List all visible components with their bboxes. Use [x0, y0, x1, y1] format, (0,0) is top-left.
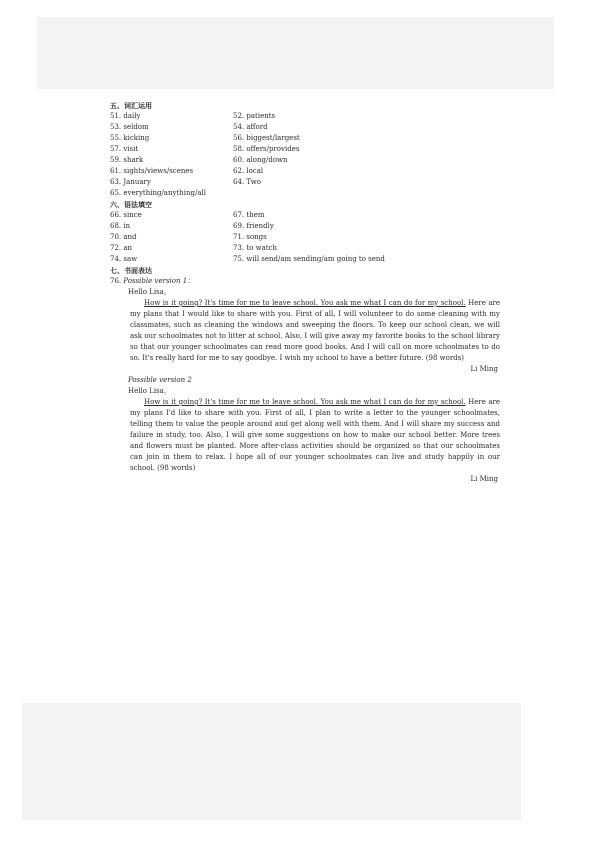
answer-item: 59. shark — [110, 156, 144, 164]
version1-signature: Li Ming — [470, 365, 498, 373]
answer-row — [110, 243, 500, 254]
answer-item: 60. along/down — [233, 156, 288, 164]
version1-greeting: Hello Lisa， — [128, 288, 171, 296]
answer-item: 71. songs — [233, 233, 267, 241]
answer-item: 61. sights/views/scenes — [110, 167, 194, 175]
version1-body: How is it going? It's time for me to leave school. You ask me what I can do for my school. Here are my plans that I would like to share with you. First of all, I will volunteer to do some cleaning with my classmates, such as cleaning the windows and sweeping the floors. To keep our school clean, we will ask our schoolmates not to litter at school. Also, I will give away my favorite books to the school library so that our younger schoolmates can read more good books. And I will call on more schoolmates to do so. It's really hard for me to say goodbye. I wish my school to have a better future. (98 words) — [130, 299, 500, 362]
answer-item: 72. an — [110, 244, 133, 252]
answer-item — [233, 188, 500, 199]
answer-item: 65. everything/anything/all — [110, 189, 207, 197]
answer-item: 53. seldom — [110, 123, 149, 131]
section5-answers — [110, 111, 500, 199]
answer-key — [110, 100, 500, 485]
answer-item: 64. Two — [233, 178, 261, 186]
answer-row — [110, 188, 500, 199]
answer-item: 68. in — [110, 222, 131, 230]
answer-item: 66. since — [110, 211, 142, 219]
answer-row — [110, 155, 500, 166]
answer-row — [110, 254, 500, 265]
answer-item: 55. kicking — [110, 134, 150, 142]
answer-row — [110, 232, 500, 243]
answer-row — [110, 166, 500, 177]
answer-row — [110, 144, 500, 155]
answer-row — [110, 122, 500, 133]
answer-item: 62. local — [233, 167, 264, 175]
answer-item: 70. and — [110, 233, 137, 241]
answer-row — [110, 221, 500, 232]
version1-label: 76. Possible version 1： — [110, 277, 195, 285]
version2-greeting: Hello Lisa， — [128, 387, 171, 395]
answer-item: 58. offers/provides — [233, 145, 300, 153]
answer-row — [110, 111, 500, 122]
answer-item: 69. friendly — [233, 222, 274, 230]
answer-item: 63. January — [110, 178, 151, 186]
answer-row — [110, 210, 500, 221]
section6-answers — [110, 210, 500, 265]
section6-heading: 六、语法填空 — [110, 200, 152, 209]
answer-item: 57. visit — [110, 145, 139, 153]
version2-label: Possible version 2 — [128, 376, 192, 384]
answer-item: 56. biggest/largest — [233, 134, 300, 142]
answer-row — [110, 133, 500, 144]
top-gray-band — [37, 17, 554, 89]
answer-item: 75. will send/am sending/am going to send — [233, 255, 385, 263]
answer-row — [110, 177, 500, 188]
answer-item: 74. saw — [110, 255, 138, 263]
version2-body: How is it going? It's time for me to leave school. You ask me what I can do for my school. Here are my plans I'd like to share with you. First of all, I plan to write a letter to the younger schoolmates, telling them to value the people around and get along well with them. And I will share my success and failure in study, too. Also, I will give some suggestions on how to make our school better. More trees and flowers must be planted. More after-class activities should be organized so that our schoolmates can join in them to relax. I hope all of our younger schoolmates can live and study happily in our school. (98 words) — [130, 398, 500, 472]
version2-signature: Li Ming — [470, 475, 498, 483]
bottom-gray-band — [22, 703, 521, 820]
answer-item: 54. afford — [233, 123, 268, 131]
answer-item: 51. daily — [110, 112, 141, 120]
answer-item: 73. to watch — [233, 244, 278, 252]
section5-heading: 五、词汇运用 — [110, 101, 152, 110]
answer-item: 67. them — [233, 211, 265, 219]
section7-heading: 七、书面表达 — [110, 266, 152, 275]
answer-item: 52. patients — [233, 112, 276, 120]
